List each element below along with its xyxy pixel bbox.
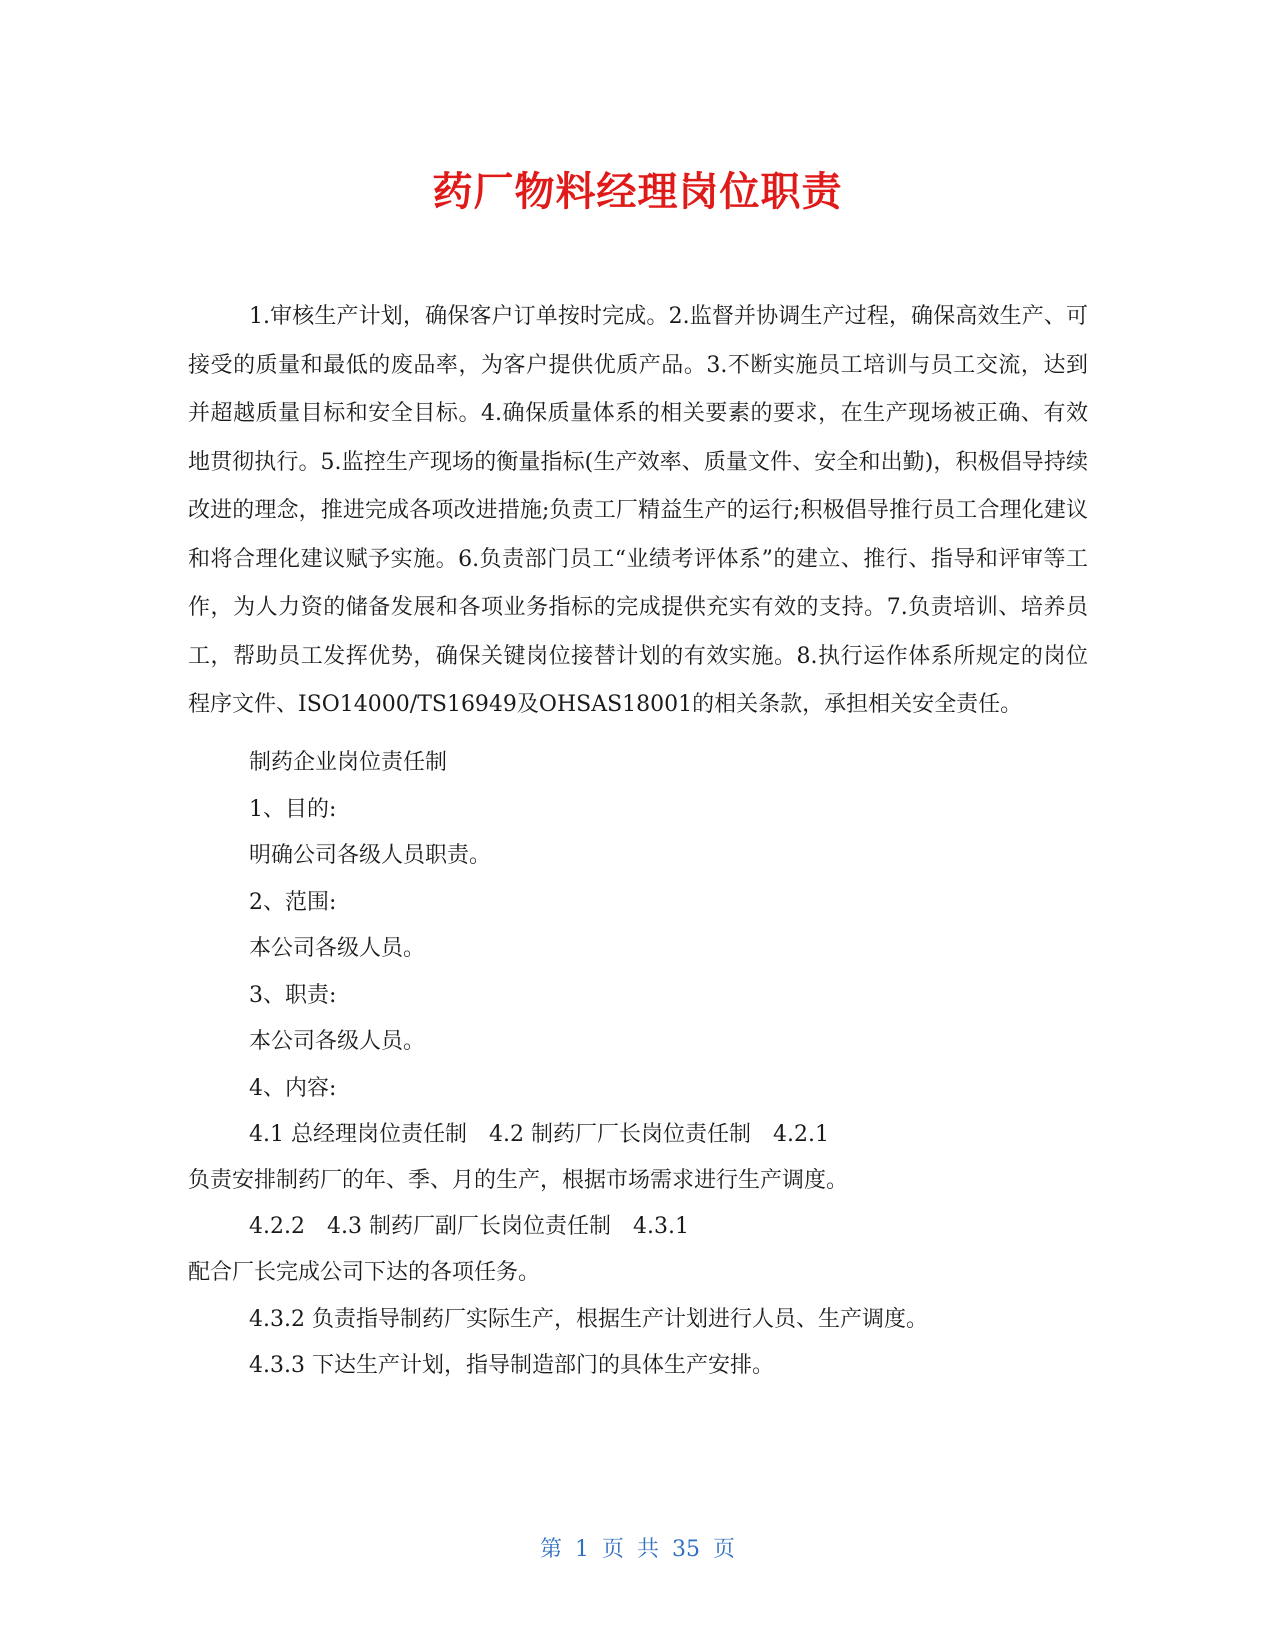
list-item: 本公司各级人员。 xyxy=(249,936,426,961)
page-number: 第 1 页 共 35 页 xyxy=(540,1537,735,1562)
list-item: 2、范围: xyxy=(249,890,337,915)
section-heading: 制药企业岗位责任制 xyxy=(249,750,448,775)
list-item: 配合厂长完成公司下达的各项任务。 xyxy=(188,1260,541,1285)
list-item: 负责安排制药厂的年、季、月的生产，根据市场需求进行生产调度。 xyxy=(188,1168,849,1193)
list-item: 4.3.2 负责指导制药厂实际生产，根据生产计划进行人员、生产调度。 xyxy=(249,1307,928,1332)
list-item: 3、职责: xyxy=(249,983,337,1008)
document-title: 药厂物料经理岗位职责 xyxy=(432,169,843,215)
list-item: 4.2.2 4.3 制药厂副厂长岗位责任制 4.3.1 xyxy=(249,1214,689,1239)
list-item: 4、内容: xyxy=(249,1076,337,1101)
list-item: 明确公司各级人员职责。 xyxy=(249,843,492,868)
list-item: 4.3.3 下达生产计划，指导制造部门的具体生产安排。 xyxy=(249,1353,774,1378)
list-item: 4.1 总经理岗位责任制 4.2 制药厂厂长岗位责任制 4.2.1 xyxy=(249,1122,829,1147)
list-item: 本公司各级人员。 xyxy=(249,1029,426,1054)
list-item: 1、目的: xyxy=(249,797,337,822)
intro-paragraph: 1.审核生产计划，确保客户订单按时完成。2.监督并协调生产过程，确保高效生产、可接受的质量和最低的废品率，为客户提供优质产品。3.不断实施员工培训与员工交流，达到并超越质量目标和安全目标。4.确保质量体系的相关要素的要求，在生产现场被正确、有效地贯彻执行。5.监控生产现场的衡量指标(生产效率、质量文件、安全和出勤)，积极倡导持续改进的理念，推进完成各项改进措施;负责工厂精益生产的运行;积极倡导推行员工合理化建议和将合理化建议赋予实施。6.负责部门员工“业绩考评体系”的建立、推行、指导和评审等工作，为人力资的储备发展和各项业务指标的完成提供充实有效的支持。7.负责培训、培养员工，帮助员工发挥优势，确保关键岗位接替计划的有效实施。8.执行运作体系所规定的岗位程序文件、ISO14000/TS16949及OHSAS18001的相关条款，承担相关安全责任。 xyxy=(188,304,1088,717)
